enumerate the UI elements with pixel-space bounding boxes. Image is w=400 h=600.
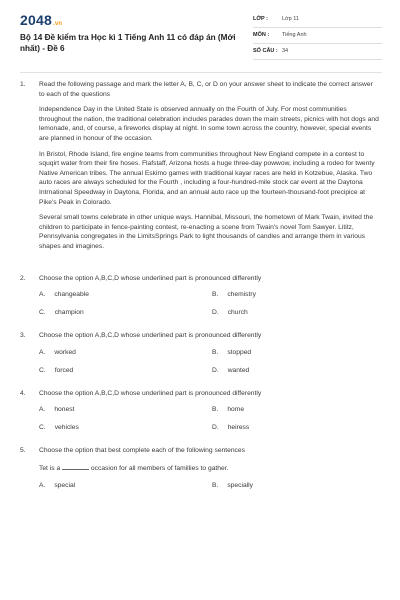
option-text: chemistry xyxy=(227,291,256,299)
option-c[interactable] xyxy=(39,366,73,376)
option-letter: C. xyxy=(39,309,46,317)
question-1 xyxy=(20,80,380,252)
passage-paragraph-2: In Bristol, Rhode Island, fire engine teams from communities throughout New England compete in a contest to squqirt water from their fire hoses. Flafstaff, Arizona hosts a huge three-day powwow, including a rodeo for twenty Native American tribes. The annual Eskimo games with traditional kayar races are held in Kotzebue, Alaska. Two auto races are always scheduled for the Fourth , including a four-hundred-mile stock car event at the Daytona Intrnational Speedway in Daytona, Florida, and an annual auto race up the fourteen-thousand-foot precipice at Pike's Peak in Colorado. xyxy=(39,150,375,206)
option-letter: B. xyxy=(212,406,219,414)
exam-content xyxy=(20,80,380,492)
passage-paragraph-1: Independence Day in the United State is observed annually on the Fourth of July. For most communities throughout the nation, the traditional celebration includes parades down the main streets, picnics with hot dogs and lemonade, and, of course, a fireworks display at night. In some town across the country, however, special events are planned in honour of the occasion. xyxy=(39,106,379,142)
option-letter: C. xyxy=(39,424,46,432)
option-text: wanted xyxy=(227,366,250,374)
option-d[interactable] xyxy=(212,308,248,318)
meta-value: 34 xyxy=(282,48,289,54)
option-row xyxy=(39,423,380,434)
option-letter: A. xyxy=(39,406,46,414)
option-text: champion xyxy=(54,309,84,317)
option-row xyxy=(39,405,380,416)
question-number: 3. xyxy=(20,332,26,340)
question-prompt: Choose the option A,B,C,D whose underlined part is pronounced differently xyxy=(39,332,262,340)
logo-suffix: .vn xyxy=(52,21,63,27)
site-logo[interactable] xyxy=(20,12,62,28)
option-d[interactable] xyxy=(212,366,249,376)
option-a[interactable] xyxy=(39,481,75,491)
meta-label: MÔN : xyxy=(253,32,270,38)
question-prompt: Choose the option that best complete each of the following sentences xyxy=(39,447,245,455)
option-letter: B. xyxy=(212,482,219,490)
option-d[interactable] xyxy=(212,423,249,433)
option-text: church xyxy=(227,309,248,317)
option-letter: B. xyxy=(212,348,219,356)
option-text: changeable xyxy=(54,291,89,299)
option-text: heiress xyxy=(227,424,250,432)
header-divider xyxy=(20,72,382,73)
meta-row-class xyxy=(253,12,382,28)
option-b[interactable] xyxy=(212,348,251,358)
option-b[interactable] xyxy=(212,405,244,415)
meta-label: LỚP : xyxy=(253,16,268,22)
option-row xyxy=(39,366,380,377)
meta-label: SỐ CÂU : xyxy=(253,48,278,54)
option-letter: C. xyxy=(39,366,46,374)
option-a[interactable] xyxy=(39,405,74,415)
answer-blank xyxy=(62,463,89,470)
option-text: special xyxy=(54,482,76,490)
option-letter: A. xyxy=(39,348,46,356)
option-text: home xyxy=(227,406,245,414)
option-text: stopped xyxy=(227,348,252,356)
option-letter: B. xyxy=(212,291,219,299)
meta-value: Lớp 11 xyxy=(282,16,299,22)
option-text: honest xyxy=(54,406,75,414)
option-row xyxy=(39,481,380,492)
logo-text: 2048 xyxy=(20,12,52,28)
question-3 xyxy=(20,331,380,341)
question-5 xyxy=(20,446,380,473)
question-number: 4. xyxy=(20,389,26,397)
option-c[interactable] xyxy=(39,423,79,433)
question-2 xyxy=(20,274,380,284)
document-title: Bộ 14 Đề kiểm tra Học kì 1 Tiếng Anh 11 có đáp án (Mới nhất) - Đề 6 xyxy=(20,33,236,53)
question-prompt: Read the following passage and mark the letter A, B, C, or D on your answer sheet to indicate the correct answer to each of the questions xyxy=(39,81,373,98)
option-row xyxy=(39,348,380,359)
option-b[interactable] xyxy=(212,481,253,491)
option-row xyxy=(39,290,380,301)
stem-after: occasion for all members of famillies to gather. xyxy=(90,464,229,472)
document-meta xyxy=(253,12,382,60)
question-number: 5. xyxy=(20,447,26,455)
question-4 xyxy=(20,389,380,399)
question-stem xyxy=(39,463,380,474)
option-a[interactable] xyxy=(39,290,89,300)
option-b[interactable] xyxy=(212,290,256,300)
option-letter: D. xyxy=(212,309,219,317)
meta-row-question-count xyxy=(253,44,382,60)
option-letter: D. xyxy=(212,424,219,432)
passage-paragraph-3: Several small towns celebrate in other unique ways. Hannibal, Missouri, the hometown of Mark Twain, invited the children to participate in fence-painting contest, re-enacting a scene from Twain's novel Tom Sawyer. Lititz, Pennsylvania congregates in the LimitsSprings Park to light thousands of candles and arrange them in various shapes and imagines. xyxy=(39,214,374,250)
question-prompt: Choose the option A,B,C,D whose underlined part is pronounced differently xyxy=(39,274,262,282)
question-number: 2. xyxy=(20,274,26,282)
option-letter: A. xyxy=(39,482,46,490)
question-prompt: Choose the option A,B,C,D whose underlined part is pronounced differently xyxy=(39,389,262,397)
option-letter: A. xyxy=(39,291,46,299)
stem-before: Tet is a xyxy=(39,464,61,472)
option-text: forced xyxy=(54,366,74,374)
option-text: vehicles xyxy=(54,424,79,432)
option-text: worked xyxy=(54,348,76,356)
option-c[interactable] xyxy=(39,308,84,318)
option-row xyxy=(39,308,380,319)
option-text: specially xyxy=(227,482,253,490)
option-letter: D. xyxy=(212,366,219,374)
option-a[interactable] xyxy=(39,348,76,358)
question-number: 1. xyxy=(20,81,26,88)
meta-row-subject xyxy=(253,28,382,44)
meta-value: Tiếng Anh xyxy=(282,32,307,38)
page-header xyxy=(20,12,382,72)
